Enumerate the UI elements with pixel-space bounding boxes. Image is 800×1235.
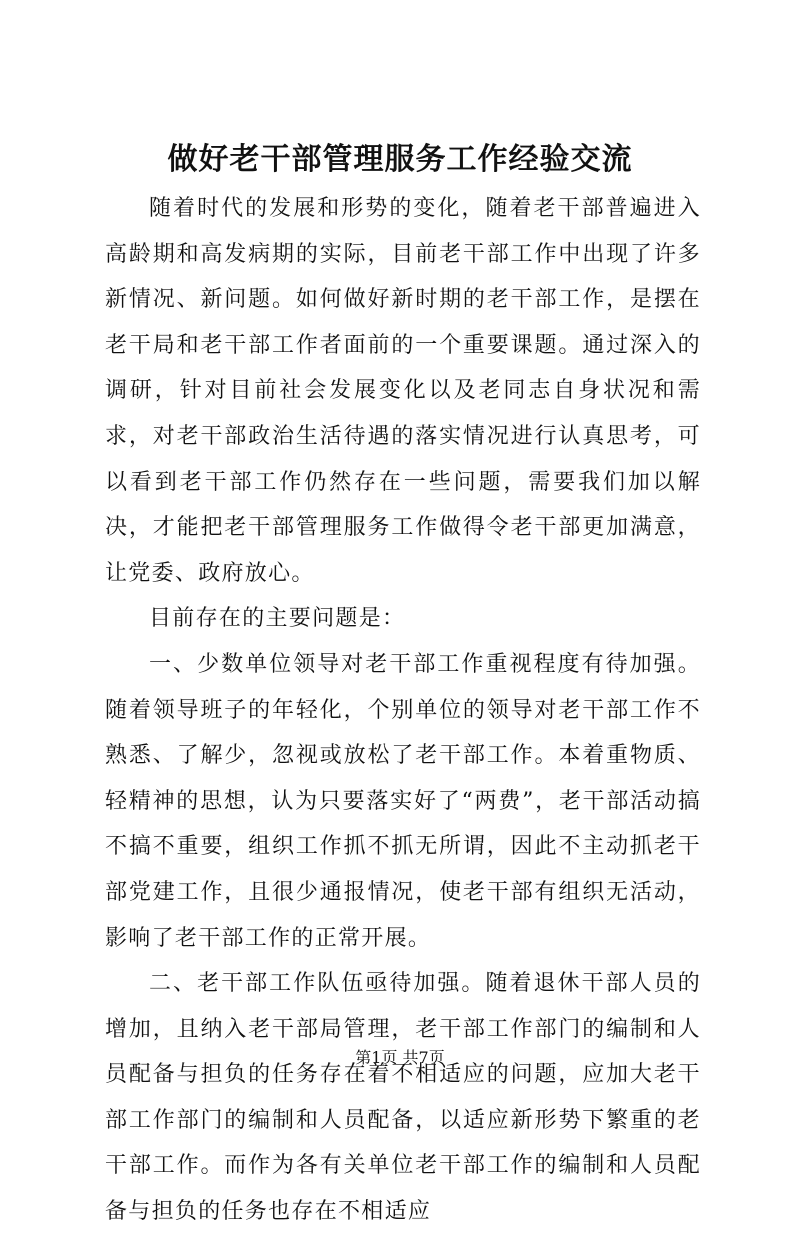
- document-body: [105, 186, 701, 1235]
- page-number-footer: 第1页 共7页: [355, 1048, 445, 1067]
- paragraph-problem-two: 二、老干部工作队伍亟待加强。随着退休干部人员的增加，且纳入老干部局管理，老干部工作部门的编制和人员配备与担负的任务存在着不相适应的问题，应加大老干部工作部门的编制和人员配备，以适应新形势下繁重的老干部工作。而作为各有关单位老干部工作的编制和人员配备与担负的任务也存在不相适应: [105, 971, 701, 1225]
- paragraph-intro: 随着时代的发展和形势的变化，随着老干部普遍进入高龄期和高发病期的实际，目前老干部工作中出现了许多新情况、新问题。如何做好新时期的老干部工作，是摆在老干局和老干部工作者面前的一个重要课题。通过深入的调研，针对目前社会发展变化以及老同志自身状况和需求，对老干部政治生活待遇的落实情况进行认真思考，可以看到老干部工作仍然存在一些问题，需要我们加以解决，才能把老干部管理服务工作做得令老干部更加满意，让党委、政府放心。: [105, 196, 701, 586]
- document-title: 做好老干部管理服务工作经验交流: [167, 142, 633, 177]
- paragraph-problem-one: 一、少数单位领导对老干部工作重视程度有待加强。随着领导班子的年轻化，个别单位的领导对老干部工作不熟悉、了解少，忽视或放松了老干部工作。本着重物质、轻精神的思想，认为只要落实好了“两费”，老干部活动搞不搞不重要，组织工作抓不抓无所谓，因此不主动抓老干部党建工作，且很少通报情况，使老干部有组织无活动，影响了老干部工作的正常开展。: [105, 651, 701, 951]
- paragraph-problems-heading: 目前存在的主要问题是：: [149, 606, 406, 632]
